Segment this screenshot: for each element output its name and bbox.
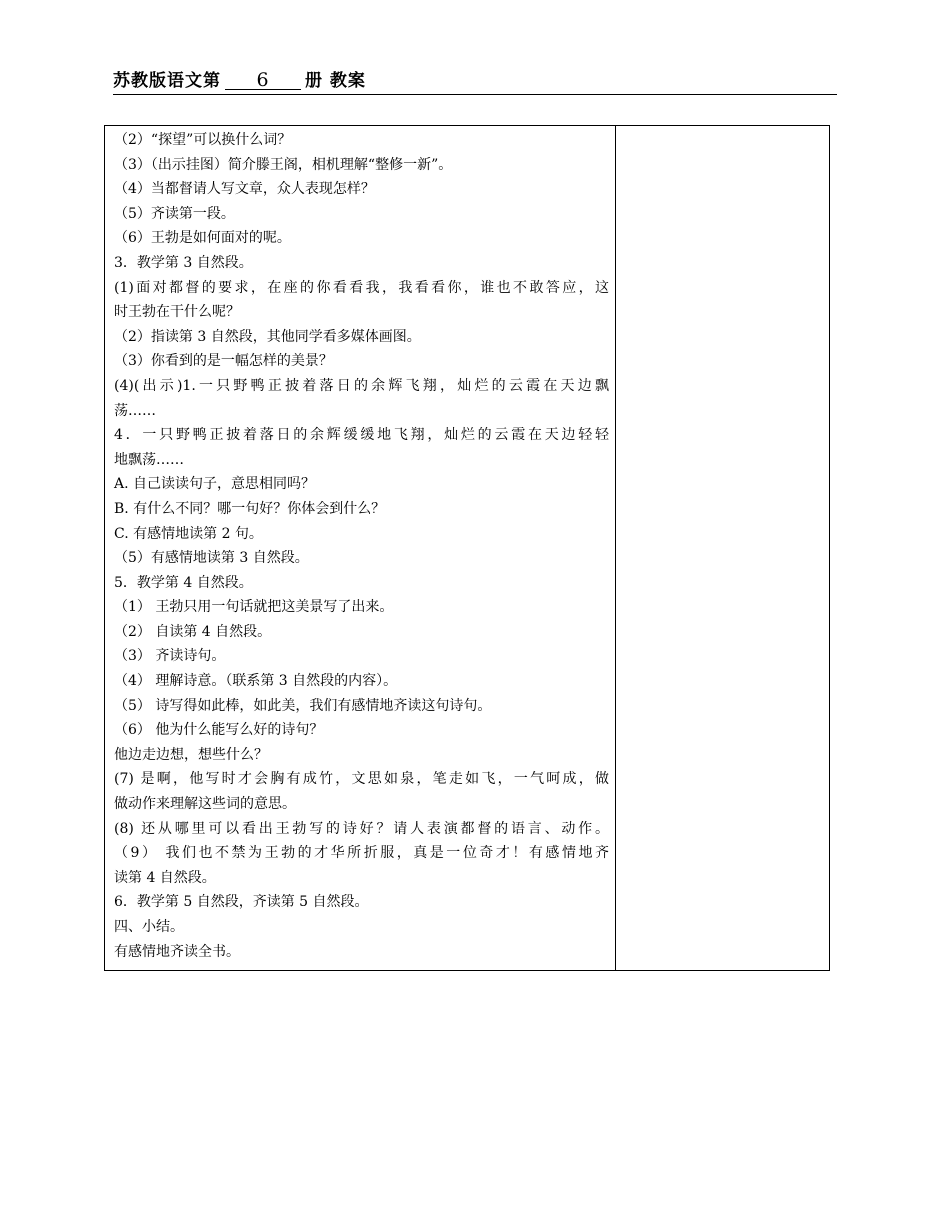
content-line: (4)(出示)1.一只野鸭正披着落日的余辉飞翔，灿烂的云霞在天边飘 [114,377,609,394]
header-prefix: 苏教版语文第 [113,71,221,91]
content-line: （2）指读第 3 自然段，其他同学看多媒体画图。 [114,328,421,345]
header-suffix: 册 教案 [305,71,366,91]
content-line: (1)面对都督的要求，在座的你看看我，我看看你，谁也不敢答应，这 [114,279,609,296]
content-line: （3） 齐读诗句。 [114,648,226,665]
content-line: （5）有感情地读第 3 自然段。 [114,550,309,567]
content-line: 做动作来理解这些词的意思。 [114,796,296,813]
header-title [113,66,366,91]
content-line: （5） 诗写得如此棒，如此美，我们有感情地齐读这句诗句。 [114,697,492,714]
content-line: A. 自己读读句子，意思相同吗？ [114,476,316,493]
lesson-content-cell [105,126,616,970]
content-line: （2） 自读第 4 自然段。 [114,623,272,640]
content-line: 荡…… [114,402,156,419]
content-line: （5）齐读第一段。 [114,205,235,222]
content-line: 6．教学第 5 自然段，齐读第 5 自然段。 [114,894,369,911]
content-line: (8) 还从哪里可以看出王勃写的诗好？请人表演都督的语言、动作。 [114,820,609,837]
content-line: 他边走边想，想些什么？ [114,746,268,763]
content-line: 4．一只野鸭正披着落日的余辉缓缓地飞翔，灿烂的云霞在天边轻轻 [114,427,609,444]
content-line: （6）王勃是如何面对的呢。 [114,230,291,247]
header-volume-blank: 6 [225,71,301,90]
content-line: （4） 理解诗意。（联系第 3 自然段的内容）。 [114,673,398,690]
content-line: （9） 我们也不禁为王勃的才华所折服，真是一位奇才！有感情地齐 [114,845,609,862]
content-line: 地飘荡…… [114,451,184,468]
content-line: B. 有什么不同？哪一句好？你体会到什么？ [114,500,386,517]
lesson-plan-table [104,125,830,971]
content-line: （4）当都督请人写文章，众人表现怎样？ [114,181,375,198]
content-line: 读第 4 自然段。 [114,869,216,886]
content-line: （3）（出示挂图）简介滕王阁，相机理解“整修一新”。 [114,156,453,173]
content-line: （2）“探望”可以换什么词？ [114,132,292,148]
content-line: 四、小结。 [114,919,184,935]
notes-cell [616,126,829,970]
content-line: （6） 他为什么能写么好的诗句？ [114,722,324,739]
content-line: （3）你看到的是一幅怎样的美景？ [114,353,333,370]
content-line: C. 有感情地读第 2 句。 [114,525,263,542]
content-line: 5．教学第 4 自然段。 [114,574,253,591]
content-line: 3．教学第 3 自然段。 [114,254,253,271]
content-line: (7) 是啊，他写时才会胸有成竹，文思如泉，笔走如飞，一气呵成，做 [114,771,609,788]
content-line: 有感情地齐读全书。 [114,943,240,960]
content-line: 时王勃在干什么呢？ [114,304,240,321]
page-header [113,66,837,95]
content-line: （1） 王勃只用一句话就把这美景写了出来。 [114,599,394,616]
